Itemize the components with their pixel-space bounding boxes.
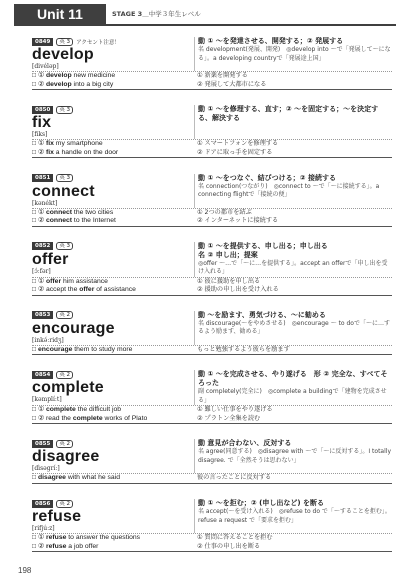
entry-divider — [32, 551, 392, 552]
usage-note: 名 accept(～を受け入れる) ◎refuse to do で「～することを拒む」。refuse a request で「要求を拒む」 — [198, 508, 391, 524]
headword: disagree — [32, 448, 100, 466]
phrase-lead: read the — [45, 414, 73, 422]
entry-number-row — [32, 311, 194, 320]
headword: refuse — [32, 508, 82, 526]
entry-number: 0852 — [32, 242, 53, 250]
phrase-rest: him assistance — [61, 277, 108, 285]
stage-number: STAGE 3 — [112, 10, 143, 18]
usage-note: 名 discourage(～をやめさせる) ◎encourage ～ to doで「～に…するよう励ます、勧める」 — [198, 319, 390, 336]
entry-headword-block — [32, 499, 194, 533]
example-phrase — [32, 81, 194, 90]
page-header — [0, 0, 410, 26]
phrase-rest: works of Plato — [102, 414, 148, 422]
phrase-rest: into a big city — [71, 80, 114, 88]
entry-number: 0851 — [32, 174, 53, 182]
vocab-entry — [32, 233, 392, 302]
phrase-rest: them to study more — [72, 345, 133, 353]
entry-number-row — [32, 499, 194, 508]
phrase-translation: ② インターネットに接続する — [197, 217, 279, 225]
sense-definition: 動 ～を励ます、勇気づける、～に勧める — [198, 310, 326, 319]
phrase-prefix: □ ② — [32, 148, 46, 156]
example-phrase — [32, 72, 194, 81]
entry-divider — [32, 226, 392, 227]
entry-headword-block — [32, 370, 194, 405]
entry-number: 0855 — [32, 440, 53, 448]
phrase-row — [32, 474, 392, 483]
entry-definition-block — [194, 37, 392, 71]
phrase-keyword: refuse — [45, 542, 67, 550]
sense-definition: 動 ① ～を完成させる、やり遂げる 形 ② 完全な、すべてそろった — [198, 370, 388, 388]
vocab-entry — [32, 165, 392, 233]
phrase-row — [32, 278, 392, 287]
entry-main — [32, 499, 392, 533]
phrase-row — [32, 149, 392, 158]
phrase-rest: with what he said — [65, 474, 120, 482]
phrase-translation: ② 発展して大都市になる — [197, 80, 267, 88]
example-phrase — [32, 346, 194, 355]
vocab-entry — [32, 491, 392, 559]
sense-definition: 動 ① ～をつなぐ、結びつける；② 接続する — [198, 173, 337, 182]
phrase-prefix: □ ① — [32, 72, 46, 80]
phrase-rest: to the Internet — [72, 217, 116, 225]
phrase-keyword: complete — [45, 406, 76, 414]
phrase-keyword: connect — [45, 208, 73, 216]
level-badge: 英 3 — [56, 106, 73, 114]
vocabulary-list — [32, 29, 392, 559]
vocab-entry — [32, 431, 392, 491]
phrase-keyword: offer — [45, 277, 62, 285]
example-phrase — [32, 149, 194, 158]
sense-definition: 名 ② 申し出；提案 — [198, 250, 258, 259]
phrase-rest: the two cities — [72, 208, 114, 216]
entry-number-row — [32, 242, 194, 251]
phrase-translation: ① 質問に答えることを拒む — [197, 534, 273, 542]
entry-main — [32, 439, 392, 473]
entry-number: 0849 — [32, 38, 53, 46]
usage-note: 名 agree(同意する) ◎disagree with ～で「～に反対する」。I totally disagree. で「全然そうは思わない」 — [198, 448, 391, 464]
entry-main — [32, 370, 392, 405]
entry-main — [32, 174, 392, 208]
phrase-prefix: □ ② — [32, 542, 46, 550]
accent-note: アクセント注意！ — [76, 39, 120, 46]
example-phrase — [32, 140, 194, 149]
phrase-rest: my smartphone — [53, 140, 103, 148]
phrase-prefix: □ ② — [32, 286, 46, 294]
phrase-row — [32, 140, 392, 149]
pronunciation: [divéləp] — [32, 63, 59, 71]
phrase-row — [32, 406, 392, 415]
stage-label — [112, 9, 201, 18]
phrase-row — [32, 217, 392, 226]
vocab-entry — [32, 302, 392, 362]
entry-headword-block — [32, 439, 194, 473]
phrase-keyword: develop — [45, 80, 72, 88]
phrase-rest: a job offer — [66, 542, 99, 550]
phrase-keyword: refuse — [45, 534, 67, 542]
entry-definition-block — [194, 439, 392, 473]
headword: fix — [32, 114, 52, 132]
example-phrase — [32, 474, 194, 483]
phrase-keyword: develop — [45, 72, 72, 80]
entry-divider — [32, 157, 392, 158]
phrase-row — [32, 543, 392, 552]
phrase-rest: of assistance — [94, 286, 136, 294]
phrase-translation: ① 2つの都市を結ぶ — [197, 208, 252, 216]
pronunciation: [fiks] — [32, 131, 48, 139]
phrase-row — [32, 209, 392, 218]
entry-definition-block — [194, 499, 392, 533]
usage-note: 名 connection(つながり) ◎connect to ～で「～に接続する」。a connecting flightで「接続の便」 — [198, 182, 380, 199]
phrase-translation: ② ドアに取っ手を固定する — [197, 148, 273, 156]
phrase-keyword: encourage — [38, 345, 73, 353]
level-badge: 英 3 — [56, 38, 73, 46]
example-phrase — [32, 406, 194, 415]
header-rule — [14, 24, 396, 26]
usage-note: 名 development(発展、開発) ◎develop into ～で「発展して～になる」。a developing countryで「発展途上国」 — [198, 46, 391, 62]
level-badge: 英 2 — [56, 311, 73, 319]
phrase-prefix: □ — [32, 345, 38, 353]
entry-definition-block — [194, 311, 392, 345]
phrase-translation: ① スマートフォンを修理する — [197, 140, 279, 148]
entry-divider — [32, 483, 392, 484]
phrase-rest: new medicine — [71, 72, 116, 80]
pronunciation: [ɔ́ːfər] — [32, 267, 51, 275]
phrase-translation: ① 新薬を開発する — [197, 72, 248, 80]
sense-definition: 動 ① ～を修理する、直す；② ～を固定する；～を決定する、解決する — [198, 105, 379, 123]
entry-headword-block — [32, 105, 194, 139]
entry-headword-block — [32, 37, 194, 71]
entry-definition-block — [194, 174, 392, 208]
pronunciation: [inkə́ːridʒ] — [32, 336, 64, 344]
phrase-translation: ② 援助の申し出を受け入れる — [197, 286, 279, 294]
phrase-row — [32, 286, 392, 295]
example-phrase — [32, 286, 194, 295]
phrase-rest: the difficult job — [75, 406, 122, 414]
phrase-keyword: offer — [79, 286, 95, 294]
vocab-entry — [32, 29, 392, 97]
phrase-keyword: complete — [72, 414, 103, 422]
unit-title: Unit 11 — [14, 4, 106, 24]
sense-definition: 動 ① ～を提供する、申し出る；申し出る — [198, 241, 328, 250]
sense-definition: 動 意見が合わない、反対する — [198, 439, 292, 448]
phrase-keyword: fix — [45, 140, 54, 148]
phrase-prefix: □ ② — [32, 414, 46, 422]
example-phrase — [32, 534, 194, 543]
entry-number: 0850 — [32, 106, 53, 114]
entry-divider — [32, 89, 392, 90]
phrase-row — [32, 534, 392, 543]
pronunciation: [kənékt] — [32, 199, 58, 207]
level-badge: 英 2 — [56, 440, 73, 448]
phrase-prefix: □ ① — [32, 406, 46, 414]
phrase-prefix: □ ① — [32, 208, 46, 216]
entry-number-row — [32, 174, 194, 183]
vocab-entry — [32, 362, 392, 431]
level-badge: 英 2 — [56, 371, 73, 379]
phrase-translation: ① 彼に援助を申し出る — [197, 277, 261, 285]
entry-definition-block — [194, 105, 392, 139]
sense-definition: 動 ① ～を発達させる、開発する；② 発展する — [198, 37, 344, 46]
phrase-rest: a handle on the door — [53, 148, 119, 156]
phrase-row — [32, 81, 392, 90]
entry-main — [32, 37, 392, 71]
phrase-translation: ② プラトン全集を読む — [197, 414, 261, 422]
phrase-lead: accept the — [45, 286, 80, 294]
headword: encourage — [32, 319, 115, 337]
example-phrase — [32, 415, 194, 424]
entry-number: 0853 — [32, 311, 53, 319]
entry-number: 0856 — [32, 500, 53, 508]
example-phrase — [32, 209, 194, 218]
phrase-keyword: connect — [45, 217, 73, 225]
level-badge: 英 3 — [56, 242, 73, 250]
page-number: 198 — [18, 566, 32, 575]
usage-note: 副 completely(完全に) ◎complete a buildingで「建物を完成させる」 — [198, 388, 387, 404]
usage-note: ◎offer ～…で「～に…を提供する」。accept an offerで「申し出を受け入れる」 — [198, 259, 388, 276]
entry-headword-block — [32, 242, 194, 277]
phrase-row — [32, 346, 392, 355]
entry-divider — [32, 295, 392, 296]
headword: connect — [32, 182, 95, 200]
sense-definition: 動 ① ～を拒む；② (申し出など) を断る — [198, 499, 324, 508]
entry-divider — [32, 423, 392, 424]
phrase-translation: ① 難しい仕事をやり遂げる — [197, 406, 273, 414]
phrase-prefix: □ ② — [32, 80, 46, 88]
entry-divider — [32, 354, 392, 355]
vocab-entry — [32, 97, 392, 165]
headword: complete — [32, 379, 104, 397]
pronunciation: [rifjúːz] — [32, 525, 55, 533]
phrase-row — [32, 415, 392, 424]
phrase-row — [32, 72, 392, 81]
entry-headword-block — [32, 174, 194, 208]
phrase-keyword: disagree — [38, 474, 66, 482]
entry-number-row — [32, 370, 194, 379]
entry-number-row — [32, 37, 194, 46]
phrase-rest: to answer the questions — [66, 534, 141, 542]
example-phrase — [32, 217, 194, 226]
phrase-translation: 彼の言ったことに反対する — [197, 474, 272, 482]
level-badge: 英 3 — [56, 174, 73, 182]
example-phrase — [32, 278, 194, 287]
stage-subtitle: ＿中学３年生レベル — [142, 10, 201, 18]
entry-number: 0854 — [32, 371, 53, 379]
phrase-prefix: □ ① — [32, 277, 46, 285]
phrase-prefix: □ ① — [32, 534, 46, 542]
headword: develop — [32, 46, 94, 64]
entry-number-row — [32, 439, 194, 448]
entry-main — [32, 311, 392, 345]
phrase-translation: ② 仕事の申し出を断る — [197, 542, 261, 550]
entry-definition-block — [194, 242, 392, 277]
entry-number-row — [32, 105, 194, 114]
level-badge: 英 2 — [56, 500, 73, 508]
headword: offer — [32, 250, 69, 268]
entry-main — [32, 242, 392, 277]
phrase-prefix: □ ① — [32, 140, 46, 148]
phrase-keyword: fix — [45, 148, 54, 156]
pronunciation: [kəmplíːt] — [32, 396, 62, 404]
entry-headword-block — [32, 311, 194, 345]
phrase-prefix: □ ② — [32, 217, 46, 225]
pronunciation: [dìsəgríː] — [32, 465, 60, 473]
entry-main — [32, 105, 392, 139]
phrase-prefix: □ — [32, 474, 38, 482]
example-phrase — [32, 543, 194, 552]
entry-definition-block — [194, 370, 392, 405]
phrase-translation: もっと勉強するよう彼らを励ます — [197, 345, 290, 353]
